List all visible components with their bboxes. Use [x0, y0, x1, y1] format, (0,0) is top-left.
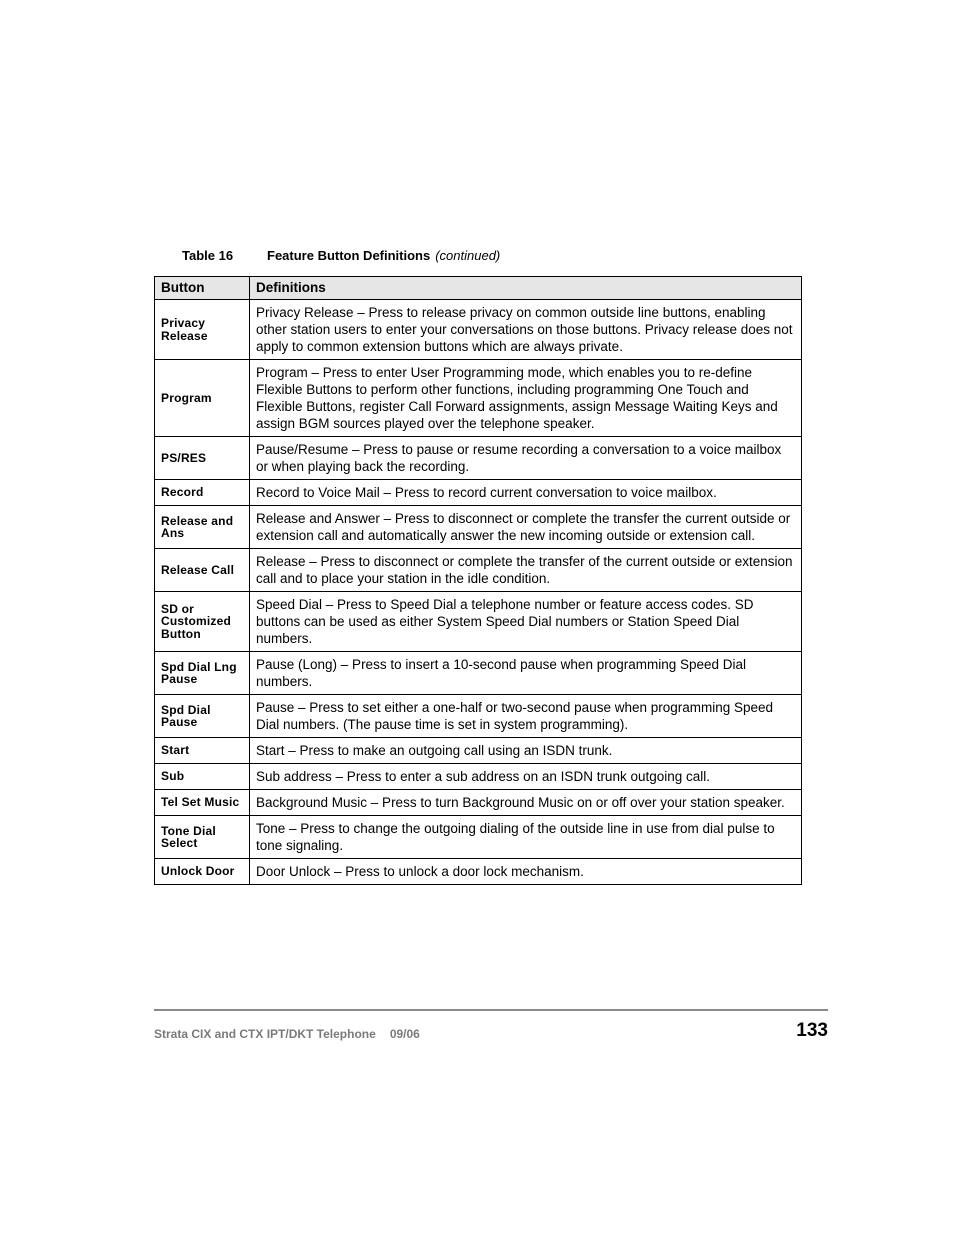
- table-caption: [182, 248, 500, 263]
- table-row: [155, 859, 802, 885]
- button-name-cell: Program: [155, 360, 250, 437]
- table-title-note: (continued): [435, 248, 501, 263]
- table-row: [155, 652, 802, 695]
- footer-doc-title: Strata CIX and CTX IPT/DKT Telephone: [154, 1027, 376, 1041]
- feature-button-table: [154, 276, 802, 885]
- button-name-cell: SD or Customized Button: [155, 592, 250, 652]
- table-row: [155, 764, 802, 790]
- definition-cell: Record to Voice Mail – Press to record current conversation to voice mailbox.: [250, 480, 802, 506]
- button-name-cell: Spd Dial Pause: [155, 695, 250, 738]
- page-number: 133: [796, 1020, 828, 1041]
- button-name-cell: Start: [155, 738, 250, 764]
- table-row: [155, 695, 802, 738]
- footer-divider: [154, 1009, 828, 1011]
- definition-cell: Background Music – Press to turn Background Music on or off over your station speaker.: [250, 790, 802, 816]
- footer-doc-info: [154, 1027, 420, 1041]
- column-header-definitions: Definitions: [250, 277, 802, 300]
- definition-cell: Release and Answer – Press to disconnect or complete the transfer the current outside or extension call and automatically answer the new incoming outside or extension call.: [250, 506, 802, 549]
- definition-cell: Tone – Press to change the outgoing dialing of the outside line in use from dial pulse to tone signaling.: [250, 816, 802, 859]
- definition-cell: Release – Press to disconnect or complete the transfer of the current outside or extension call and to place your station in the idle condition.: [250, 549, 802, 592]
- table-row: [155, 300, 802, 360]
- button-name-cell: PS/RES: [155, 437, 250, 480]
- button-name-cell: Tel Set Music: [155, 790, 250, 816]
- table-number: Table 16: [182, 248, 234, 263]
- table-header-row: [155, 277, 802, 300]
- table-row: [155, 790, 802, 816]
- button-name-cell: Spd Dial Lng Pause: [155, 652, 250, 695]
- button-name-cell: Sub: [155, 764, 250, 790]
- button-name-cell: Unlock Door: [155, 859, 250, 885]
- table-row: [155, 549, 802, 592]
- button-name-cell: Record: [155, 480, 250, 506]
- definition-cell: Sub address – Press to enter a sub address on an ISDN trunk outgoing call.: [250, 764, 802, 790]
- button-name-cell: Tone Dial Select: [155, 816, 250, 859]
- button-name-cell: Release Call: [155, 549, 250, 592]
- definition-cell: Door Unlock – Press to unlock a door lock mechanism.: [250, 859, 802, 885]
- table-row: [155, 480, 802, 506]
- definition-cell: Pause/Resume – Press to pause or resume recording a conversation to a voice mailbox or when playing back the recording.: [250, 437, 802, 480]
- table-row: [155, 360, 802, 437]
- button-name-cell: Release and Ans: [155, 506, 250, 549]
- table-title: Feature Button Definitions: [267, 248, 431, 263]
- column-header-button: Button: [155, 277, 250, 300]
- definition-cell: Pause (Long) – Press to insert a 10-second pause when programming Speed Dial numbers.: [250, 652, 802, 695]
- table-row: [155, 738, 802, 764]
- definition-cell: Start – Press to make an outgoing call using an ISDN trunk.: [250, 738, 802, 764]
- definition-cell: Pause – Press to set either a one-half or two-second pause when programming Speed Dial numbers. (The pause time is set in system programming).: [250, 695, 802, 738]
- definition-cell: Speed Dial – Press to Speed Dial a telephone number or feature access codes. SD buttons can be used as either System Speed Dial numbers or Station Speed Dial numbers.: [250, 592, 802, 652]
- table-row: [155, 816, 802, 859]
- button-name-cell: Privacy Release: [155, 300, 250, 360]
- footer-date: 09/06: [389, 1027, 420, 1041]
- definition-cell: Privacy Release – Press to release privacy on common outside line buttons, enabling other station users to enter your conversations on those buttons. Privacy release does not apply to common extension buttons which are always private.: [250, 300, 802, 360]
- table-row: [155, 437, 802, 480]
- table-row: [155, 592, 802, 652]
- definition-cell: Program – Press to enter User Programming mode, which enables you to re-define Flexible Buttons to perform other functions, including programming One Touch and Flexible Buttons, register Call Forward assignments, assign Message Waiting Keys and assign BGM sources played over the telephone speaker.: [250, 360, 802, 437]
- table-row: [155, 506, 802, 549]
